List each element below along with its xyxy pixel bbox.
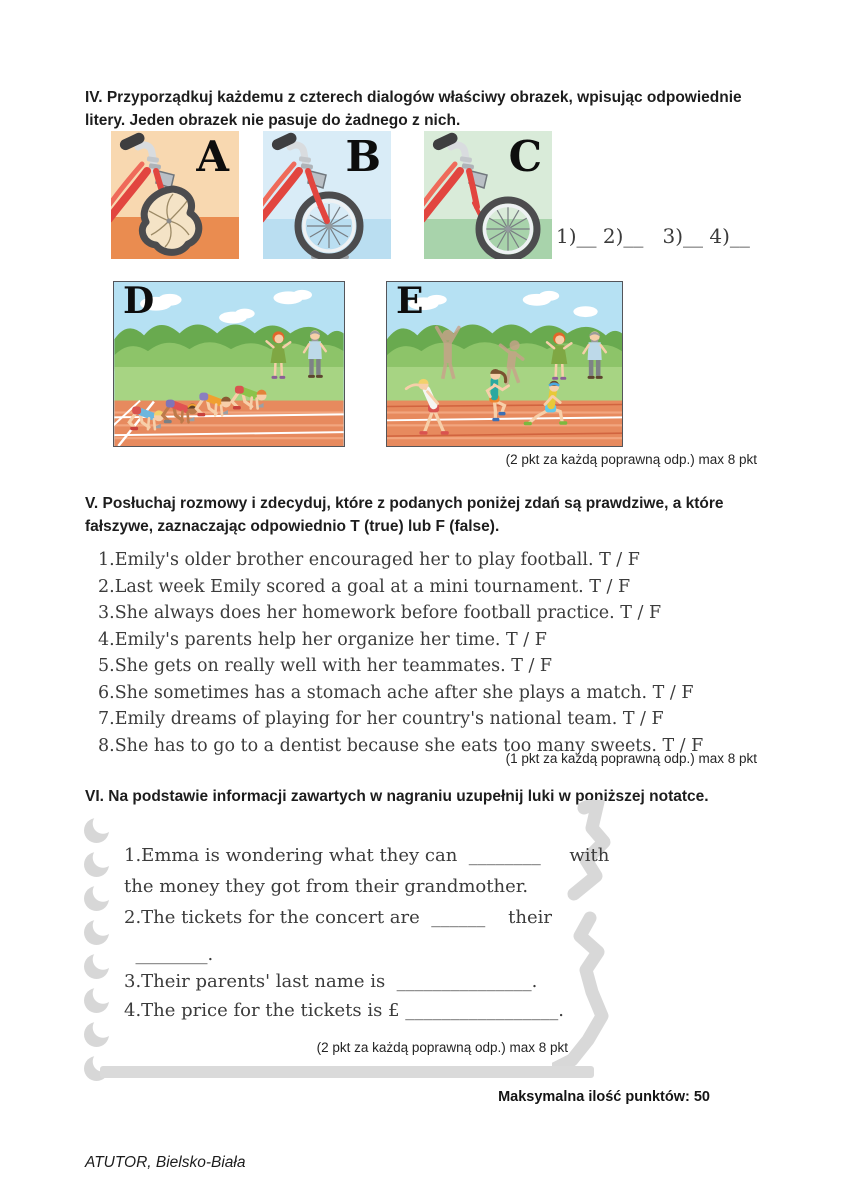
note-line-1: 1.Emma is wondering what they can ________ with — [124, 845, 610, 866]
picture-c-label: C — [508, 132, 542, 181]
picture-b-label: B — [345, 132, 381, 181]
statement-7: 7.Emily dreams of playing for her country's national team. T / F — [98, 709, 664, 729]
note-line-2: the money they got from their grandmother. — [124, 876, 529, 897]
statement-5: 5.She gets on really well with her teammates. T / F — [98, 656, 553, 676]
section-6-title: VI. Na podstawie informacji zawartych w nagraniu uzupełnij luki w poniższej notatce. — [85, 788, 709, 805]
section-5-title: V. Posłuchaj rozmowy i zdecyduj, które z podanych poniżej zdań są prawdziwe, a które fałszywe, zaznaczając odpowiednio T (true) lub F (false). — [85, 495, 724, 536]
section-6-points-note: (2 pkt za każdą poprawną odp.) max 8 pkt — [316, 1040, 568, 1055]
dialog-answer-blanks: 1)__ 2)__ 3)__ 4)__ — [556, 224, 750, 248]
section-4-title: IV. Przyporządkuj każdemu z czterech dialogów właściwy obrazek, wpisując odpowiednie litery. Jeden obrazek nie pasuje do żadnego z nich. — [85, 89, 742, 130]
note-bottom-edge — [100, 1066, 594, 1078]
publisher-credit: ATUTOR, Bielsko-Biała — [85, 1154, 246, 1171]
spiral-hole-icon — [84, 886, 109, 911]
statement-3: 3.She always does her homework before football practice. T / F — [98, 603, 662, 623]
picture-c — [424, 131, 552, 259]
note-line-6: 4.The price for the tickets is £ _________________. — [124, 1000, 564, 1021]
max-points-note: Maksymalna ilość punktów: 50 — [498, 1089, 710, 1105]
statement-6: 6.She sometimes has a stomach ache after she plays a match. T / F — [98, 683, 694, 703]
section-5-points-note: (1 pkt za każdą poprawną odp.) max 8 pkt — [505, 751, 757, 766]
statement-8: 8.She has to go to a dentist because she eats too many sweets. T / F — [98, 736, 704, 756]
statement-1: 1.Emily's older brother encouraged her to play football. T / F — [98, 550, 640, 570]
note-line-3: 2.The tickets for the concert are ______ their — [124, 907, 552, 928]
spiral-hole-icon — [84, 988, 109, 1013]
picture-a — [111, 131, 239, 259]
section-4-points-note: (2 pkt za każdą poprawną odp.) max 8 pkt — [505, 452, 757, 467]
picture-d-label: D — [123, 280, 155, 322]
picture-b — [263, 131, 391, 259]
statement-2: 2.Last week Emily scored a goal at a mini tournament. T / F — [98, 577, 631, 597]
note-line-4: ________. — [124, 944, 214, 965]
spiral-hole-icon — [84, 1022, 109, 1047]
statement-4: 4.Emily's parents help her organize her time. T / F — [98, 630, 547, 650]
picture-e-label: E — [396, 280, 424, 322]
picture-d — [113, 281, 345, 447]
spiral-hole-icon — [84, 818, 109, 843]
note-line-5: 3.Their parents' last name is _______________. — [124, 971, 538, 992]
picture-e — [386, 281, 623, 447]
spiral-hole-icon — [84, 852, 109, 877]
spiral-hole-icon — [84, 954, 109, 979]
picture-a-label: A — [196, 132, 229, 181]
spiral-hole-icon — [84, 920, 109, 945]
